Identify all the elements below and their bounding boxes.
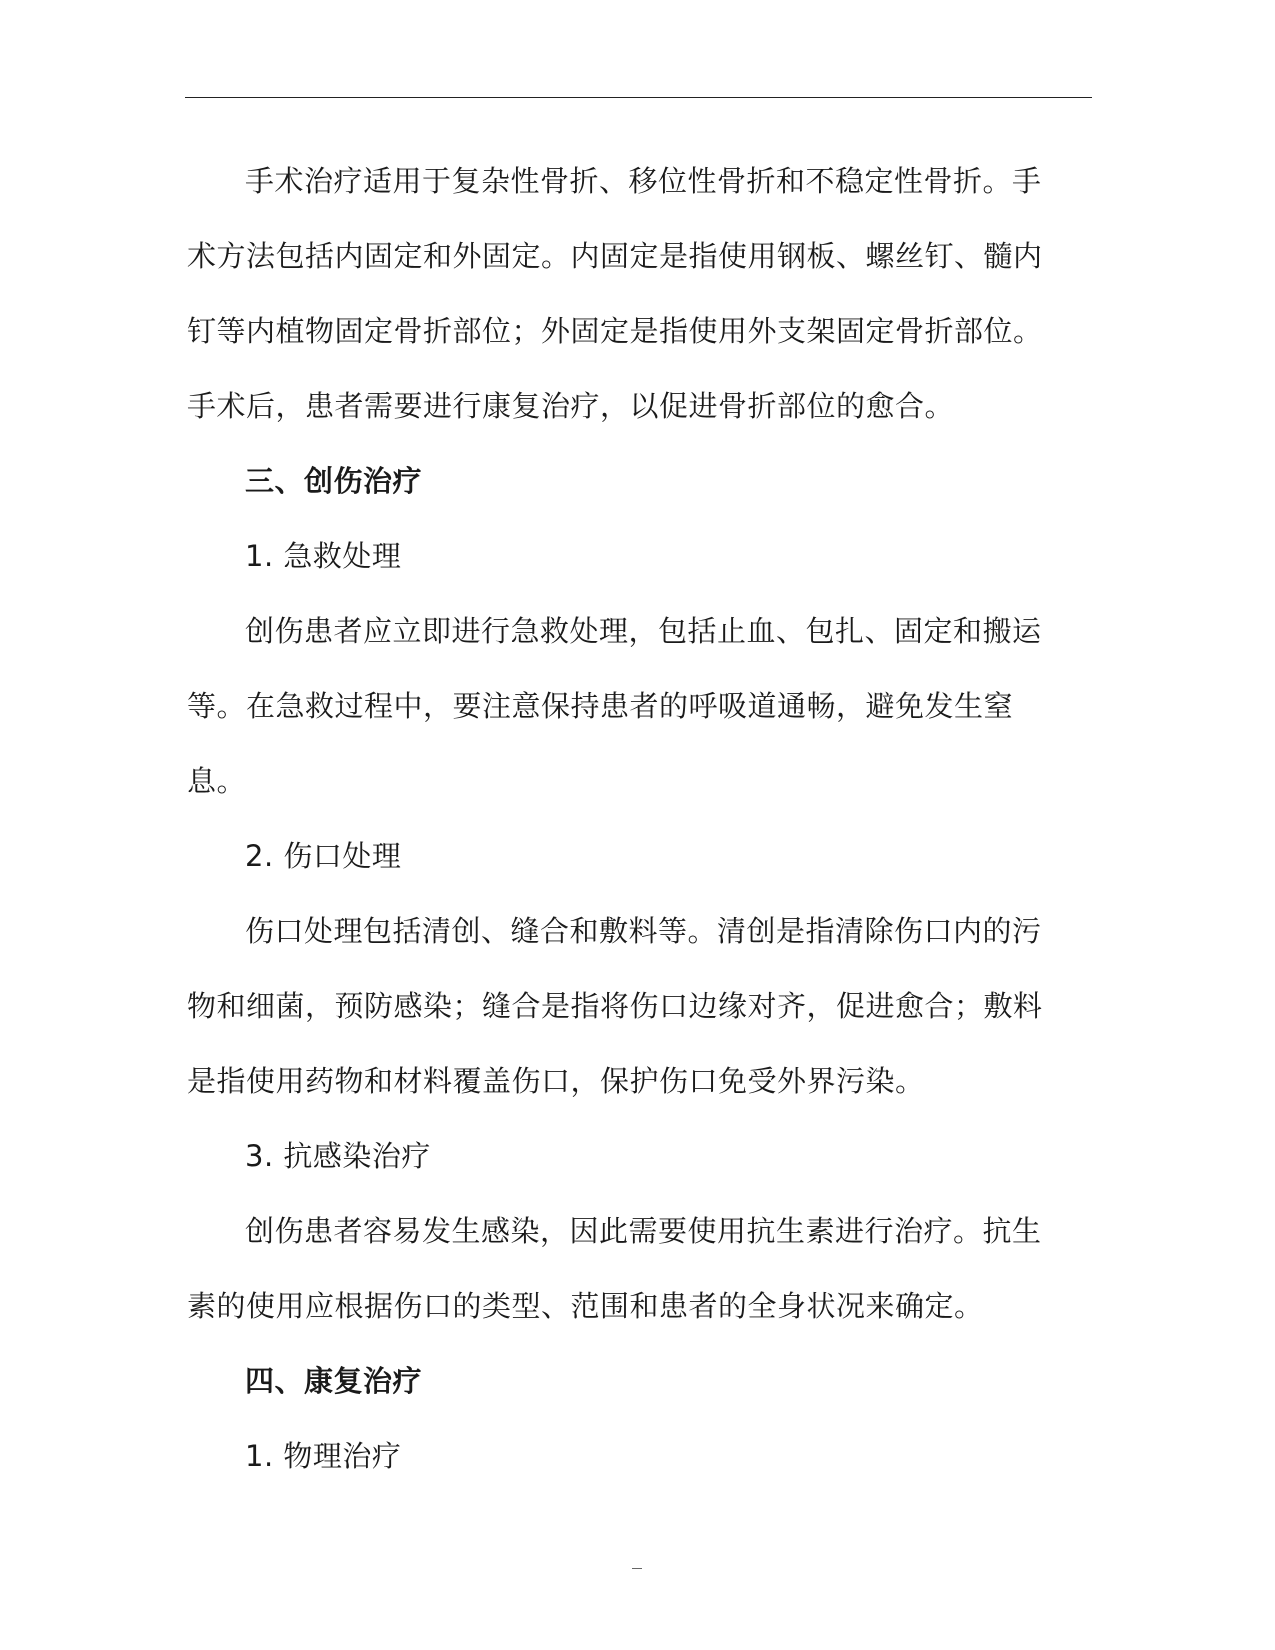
paragraph-surgical-treatment: 手术治疗适用于复杂性骨折、移位性骨折和不稳定性骨折。手术方法包括内固定和外固定。内固定是指使用钢板、螺丝钉、髓内钉等内植物固定骨折部位；外固定是指使用外支架固定骨折部位。手术后，患者需要进行康复治疗，以促进骨折部位的愈合。 [187, 164, 1043, 423]
section-heading-trauma-treatment: 三、创伤治疗 [245, 464, 423, 498]
header-rule [185, 97, 1092, 98]
section-heading-rehabilitation: 四、康复治疗 [245, 1364, 423, 1398]
paragraph-wound-care: 伤口处理包括清创、缝合和敷料等。清创是指清除伤口内的污物和细菌，预防感染；缝合是指将伤口边缘对齐，促进愈合；敷料是指使用药物和材料覆盖伤口，保护伤口免受外界污染。 [187, 914, 1043, 1098]
paragraph-anti-infection: 创伤患者容易发生感染，因此需要使用抗生素进行治疗。抗生素的使用应根据伤口的类型、范围和患者的全身状况来确定。 [187, 1214, 1042, 1323]
subheading-anti-infection: 3. 抗感染治疗 [245, 1139, 431, 1173]
footer-mark [632, 1568, 642, 1569]
subheading-first-aid: 1. 急救处理 [245, 539, 402, 573]
document-body [187, 144, 1067, 1494]
subheading-physical-therapy: 1. 物理治疗 [245, 1439, 402, 1473]
subheading-wound-care: 2. 伤口处理 [245, 839, 402, 873]
paragraph-first-aid: 创伤患者应立即进行急救处理，包括止血、包扎、固定和搬运等。在急救过程中，要注意保持患者的呼吸道通畅，避免发生窒息。 [187, 614, 1042, 798]
